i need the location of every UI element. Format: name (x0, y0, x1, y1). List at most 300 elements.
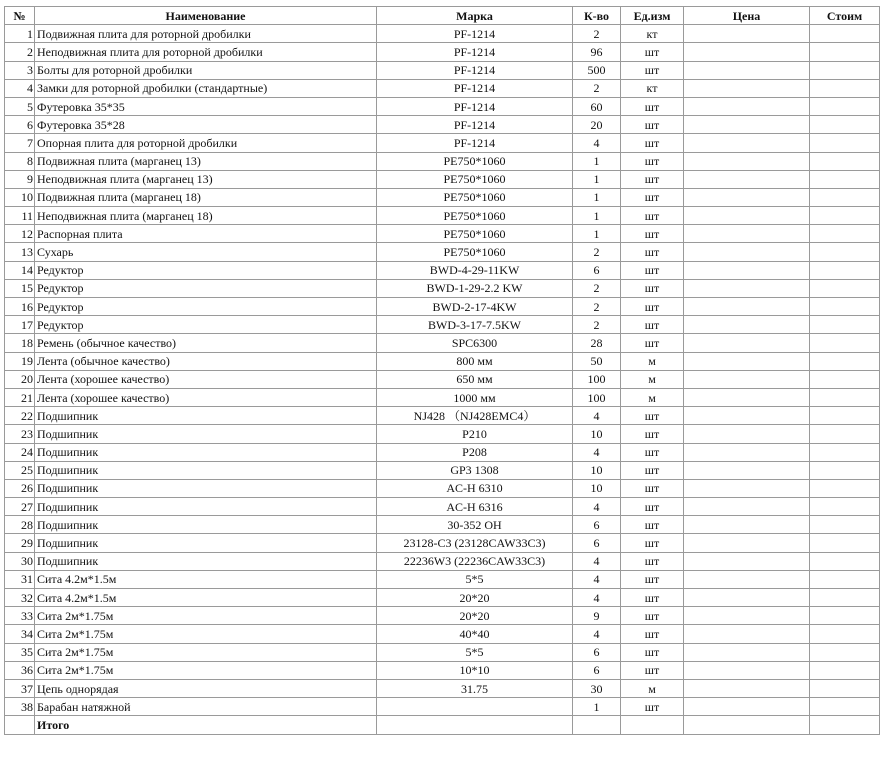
item-unit-cell[interactable]: шт (621, 243, 684, 261)
item-unit-cell[interactable]: шт (621, 134, 684, 152)
row-number-cell[interactable]: 9 (5, 170, 35, 188)
item-price-cell[interactable] (684, 316, 810, 334)
total-number-cell[interactable] (5, 716, 35, 734)
item-unit-cell[interactable]: шт (621, 188, 684, 206)
item-quantity-cell[interactable]: 10 (573, 425, 621, 443)
item-name-cell[interactable]: Ремень (обычное качество) (35, 334, 377, 352)
item-name-cell[interactable]: Сита 2м*1.75м (35, 607, 377, 625)
item-quantity-cell[interactable]: 2 (573, 25, 621, 43)
item-name-cell[interactable]: Неподвижная плита (марганец 13) (35, 170, 377, 188)
item-brand-cell[interactable]: 650 мм (377, 370, 573, 388)
total-unit-cell[interactable] (621, 716, 684, 734)
item-cost-cell[interactable] (810, 170, 880, 188)
item-quantity-cell[interactable]: 30 (573, 679, 621, 697)
item-unit-cell[interactable]: кт (621, 25, 684, 43)
item-price-cell[interactable] (684, 679, 810, 697)
row-number-cell[interactable]: 17 (5, 316, 35, 334)
spec-table (4, 6, 880, 735)
item-unit-cell[interactable]: шт (621, 170, 684, 188)
row-number-cell[interactable]: 2 (5, 43, 35, 61)
item-price-cell[interactable] (684, 207, 810, 225)
item-unit-cell[interactable]: м (621, 370, 684, 388)
row-number-cell[interactable]: 11 (5, 207, 35, 225)
item-cost-cell[interactable] (810, 316, 880, 334)
item-quantity-cell[interactable]: 2 (573, 79, 621, 97)
item-quantity-cell[interactable]: 1 (573, 152, 621, 170)
row-number-cell[interactable]: 1 (5, 25, 35, 43)
item-quantity-cell[interactable]: 6 (573, 643, 621, 661)
item-name-cell[interactable]: Подшипник (35, 461, 377, 479)
item-price-cell[interactable] (684, 25, 810, 43)
item-cost-cell[interactable] (810, 97, 880, 115)
row-number-cell[interactable]: 25 (5, 461, 35, 479)
item-cost-cell[interactable] (810, 134, 880, 152)
row-number-cell[interactable]: 20 (5, 370, 35, 388)
row-number-cell[interactable]: 37 (5, 679, 35, 697)
item-name-cell[interactable]: Подвижная плита (марганец 18) (35, 188, 377, 206)
item-price-cell[interactable] (684, 388, 810, 406)
item-name-cell[interactable]: Сита 2м*1.75м (35, 661, 377, 679)
item-cost-cell[interactable] (810, 552, 880, 570)
item-cost-cell[interactable] (810, 334, 880, 352)
item-name-cell[interactable]: Лента (хорошее качество) (35, 388, 377, 406)
item-cost-cell[interactable] (810, 570, 880, 588)
row-number-cell[interactable]: 14 (5, 261, 35, 279)
item-unit-cell[interactable]: кт (621, 79, 684, 97)
item-quantity-cell[interactable]: 100 (573, 370, 621, 388)
item-cost-cell[interactable] (810, 388, 880, 406)
item-brand-cell[interactable]: 30-352 OH (377, 516, 573, 534)
item-cost-cell[interactable] (810, 298, 880, 316)
total-cost-cell[interactable] (810, 716, 880, 734)
row-number-cell[interactable]: 6 (5, 116, 35, 134)
item-price-cell[interactable] (684, 498, 810, 516)
item-brand-cell[interactable]: 20*20 (377, 589, 573, 607)
item-brand-cell[interactable]: SPC6300 (377, 334, 573, 352)
item-price-cell[interactable] (684, 352, 810, 370)
item-cost-cell[interactable] (810, 443, 880, 461)
item-quantity-cell[interactable]: 10 (573, 461, 621, 479)
item-cost-cell[interactable] (810, 661, 880, 679)
item-quantity-cell[interactable]: 500 (573, 61, 621, 79)
table-row (5, 461, 880, 479)
item-brand-cell[interactable]: 800 мм (377, 352, 573, 370)
item-unit-cell[interactable]: шт (621, 261, 684, 279)
item-brand-cell[interactable]: AC-H 6316 (377, 498, 573, 516)
item-brand-cell[interactable]: PF-1214 (377, 97, 573, 115)
item-price-cell[interactable] (684, 334, 810, 352)
header-price: Цена (684, 7, 810, 25)
table-row (5, 661, 880, 679)
table-row (5, 225, 880, 243)
item-quantity-cell[interactable]: 20 (573, 116, 621, 134)
item-quantity-cell[interactable]: 4 (573, 552, 621, 570)
item-unit-cell[interactable]: шт (621, 643, 684, 661)
item-name-cell[interactable]: Сухарь (35, 243, 377, 261)
item-unit-cell[interactable]: шт (621, 552, 684, 570)
item-quantity-cell[interactable]: 1 (573, 188, 621, 206)
item-name-cell[interactable]: Футеровка 35*28 (35, 116, 377, 134)
item-name-cell[interactable]: Редуктор (35, 279, 377, 297)
row-number-cell[interactable]: 38 (5, 698, 35, 716)
item-brand-cell[interactable]: PF-1214 (377, 43, 573, 61)
item-unit-cell[interactable]: шт (621, 479, 684, 497)
item-cost-cell[interactable] (810, 225, 880, 243)
row-number-cell[interactable]: 27 (5, 498, 35, 516)
table-row (5, 134, 880, 152)
item-unit-cell[interactable]: шт (621, 425, 684, 443)
item-unit-cell[interactable]: шт (621, 334, 684, 352)
item-brand-cell[interactable]: 23128-C3 (23128CAW33C3) (377, 534, 573, 552)
item-name-cell[interactable]: Подшипник (35, 479, 377, 497)
item-name-cell[interactable]: Опорная плита для роторной дробилки (35, 134, 377, 152)
item-brand-cell[interactable]: PE750*1060 (377, 225, 573, 243)
table-body (5, 25, 880, 716)
item-name-cell[interactable]: Барабан натяжной (35, 698, 377, 716)
item-price-cell[interactable] (684, 698, 810, 716)
item-price-cell[interactable] (684, 589, 810, 607)
item-price-cell[interactable] (684, 425, 810, 443)
item-unit-cell[interactable]: м (621, 679, 684, 697)
item-name-cell[interactable]: Подшипник (35, 407, 377, 425)
item-price-cell[interactable] (684, 607, 810, 625)
item-name-cell[interactable]: Подшипник (35, 534, 377, 552)
item-price-cell[interactable] (684, 134, 810, 152)
item-brand-cell[interactable]: 5*5 (377, 570, 573, 588)
item-brand-cell[interactable]: 40*40 (377, 625, 573, 643)
table-row (5, 516, 880, 534)
row-number-cell[interactable]: 32 (5, 589, 35, 607)
item-name-cell[interactable]: Сита 2м*1.75м (35, 625, 377, 643)
item-unit-cell[interactable]: шт (621, 625, 684, 643)
item-quantity-cell[interactable]: 2 (573, 243, 621, 261)
item-cost-cell[interactable] (810, 207, 880, 225)
total-price-cell[interactable] (684, 716, 810, 734)
item-cost-cell[interactable] (810, 607, 880, 625)
item-quantity-cell[interactable]: 2 (573, 298, 621, 316)
total-brand-cell[interactable] (377, 716, 573, 734)
item-cost-cell[interactable] (810, 461, 880, 479)
item-quantity-cell[interactable]: 4 (573, 134, 621, 152)
item-quantity-cell[interactable]: 2 (573, 316, 621, 334)
item-brand-cell[interactable]: GP3 1308 (377, 461, 573, 479)
item-price-cell[interactable] (684, 43, 810, 61)
item-unit-cell[interactable]: шт (621, 461, 684, 479)
item-unit-cell[interactable]: шт (621, 570, 684, 588)
row-number-cell[interactable]: 5 (5, 97, 35, 115)
row-number-cell[interactable]: 30 (5, 552, 35, 570)
item-brand-cell[interactable]: 22236W3 (22236CAW33C3) (377, 552, 573, 570)
item-name-cell[interactable]: Сита 4.2м*1.5м (35, 570, 377, 588)
row-number-cell[interactable]: 36 (5, 661, 35, 679)
item-quantity-cell[interactable]: 1 (573, 225, 621, 243)
item-unit-cell[interactable]: шт (621, 97, 684, 115)
item-unit-cell[interactable]: шт (621, 407, 684, 425)
item-price-cell[interactable] (684, 225, 810, 243)
item-cost-cell[interactable] (810, 643, 880, 661)
item-cost-cell[interactable] (810, 43, 880, 61)
item-unit-cell[interactable]: шт (621, 698, 684, 716)
item-price-cell[interactable] (684, 152, 810, 170)
item-quantity-cell[interactable]: 100 (573, 388, 621, 406)
row-number-cell[interactable]: 19 (5, 352, 35, 370)
item-name-cell[interactable]: Сита 4.2м*1.5м (35, 589, 377, 607)
item-cost-cell[interactable] (810, 352, 880, 370)
item-price-cell[interactable] (684, 534, 810, 552)
item-name-cell[interactable]: Подвижная плита (марганец 13) (35, 152, 377, 170)
item-unit-cell[interactable]: шт (621, 498, 684, 516)
table-row (5, 388, 880, 406)
row-number-cell[interactable]: 35 (5, 643, 35, 661)
item-cost-cell[interactable] (810, 25, 880, 43)
item-brand-cell[interactable]: 1000 мм (377, 388, 573, 406)
item-brand-cell[interactable]: 10*10 (377, 661, 573, 679)
item-name-cell[interactable]: Редуктор (35, 298, 377, 316)
item-quantity-cell[interactable]: 4 (573, 570, 621, 588)
item-unit-cell[interactable]: м (621, 352, 684, 370)
row-number-cell[interactable]: 12 (5, 225, 35, 243)
item-brand-cell[interactable] (377, 698, 573, 716)
table-row (5, 207, 880, 225)
row-number-cell[interactable]: 29 (5, 534, 35, 552)
item-quantity-cell[interactable]: 2 (573, 279, 621, 297)
table-row (5, 298, 880, 316)
item-brand-cell[interactable]: PE750*1060 (377, 207, 573, 225)
item-quantity-cell[interactable]: 4 (573, 443, 621, 461)
item-unit-cell[interactable]: шт (621, 661, 684, 679)
item-price-cell[interactable] (684, 79, 810, 97)
item-name-cell[interactable]: Подшипник (35, 552, 377, 570)
item-name-cell[interactable]: Подшипник (35, 443, 377, 461)
item-brand-cell[interactable]: BWD-2-17-4KW (377, 298, 573, 316)
item-name-cell[interactable]: Редуктор (35, 316, 377, 334)
item-name-cell[interactable]: Болты для роторной дробилки (35, 61, 377, 79)
item-cost-cell[interactable] (810, 279, 880, 297)
item-name-cell[interactable]: Сита 2м*1.75м (35, 643, 377, 661)
item-brand-cell[interactable]: 5*5 (377, 643, 573, 661)
item-price-cell[interactable] (684, 170, 810, 188)
item-price-cell[interactable] (684, 570, 810, 588)
item-price-cell[interactable] (684, 261, 810, 279)
item-name-cell[interactable]: Футеровка 35*35 (35, 97, 377, 115)
header-row (5, 7, 880, 25)
item-cost-cell[interactable] (810, 61, 880, 79)
item-unit-cell[interactable]: шт (621, 225, 684, 243)
table-row (5, 498, 880, 516)
item-price-cell[interactable] (684, 516, 810, 534)
item-name-cell[interactable]: Неподвижная плита (марганец 18) (35, 207, 377, 225)
item-price-cell[interactable] (684, 370, 810, 388)
row-number-cell[interactable]: 26 (5, 479, 35, 497)
item-brand-cell[interactable]: PF-1214 (377, 79, 573, 97)
item-unit-cell[interactable]: шт (621, 589, 684, 607)
item-cost-cell[interactable] (810, 516, 880, 534)
item-unit-cell[interactable]: шт (621, 279, 684, 297)
item-price-cell[interactable] (684, 552, 810, 570)
total-row (5, 716, 880, 734)
item-price-cell[interactable] (684, 407, 810, 425)
item-price-cell[interactable] (684, 643, 810, 661)
row-number-cell[interactable]: 28 (5, 516, 35, 534)
row-number-cell[interactable]: 24 (5, 443, 35, 461)
item-brand-cell[interactable]: BWD-1-29-2.2 KW (377, 279, 573, 297)
item-brand-cell[interactable]: BWD-3-17-7.5KW (377, 316, 573, 334)
row-number-cell[interactable]: 10 (5, 188, 35, 206)
item-quantity-cell[interactable]: 4 (573, 498, 621, 516)
table-row (5, 352, 880, 370)
item-name-cell[interactable]: Цепь однорядая (35, 679, 377, 697)
table-row (5, 425, 880, 443)
row-number-cell[interactable]: 16 (5, 298, 35, 316)
item-cost-cell[interactable] (810, 116, 880, 134)
item-unit-cell[interactable]: шт (621, 298, 684, 316)
row-number-cell[interactable]: 31 (5, 570, 35, 588)
item-brand-cell[interactable]: PE750*1060 (377, 170, 573, 188)
item-brand-cell[interactable]: PF-1214 (377, 61, 573, 79)
item-brand-cell[interactable]: P210 (377, 425, 573, 443)
row-number-cell[interactable]: 22 (5, 407, 35, 425)
item-brand-cell[interactable]: PF-1214 (377, 116, 573, 134)
item-quantity-cell[interactable]: 6 (573, 261, 621, 279)
item-cost-cell[interactable] (810, 261, 880, 279)
row-number-cell[interactable]: 3 (5, 61, 35, 79)
item-name-cell[interactable]: Неподвижная плита для роторной дробилки (35, 43, 377, 61)
item-unit-cell[interactable]: шт (621, 443, 684, 461)
item-cost-cell[interactable] (810, 243, 880, 261)
item-cost-cell[interactable] (810, 425, 880, 443)
item-cost-cell[interactable] (810, 188, 880, 206)
row-number-cell[interactable]: 13 (5, 243, 35, 261)
item-unit-cell[interactable]: м (621, 388, 684, 406)
item-quantity-cell[interactable]: 6 (573, 516, 621, 534)
item-quantity-cell[interactable]: 4 (573, 407, 621, 425)
item-brand-cell[interactable]: PE750*1060 (377, 152, 573, 170)
header-quantity: К-во (573, 7, 621, 25)
row-number-cell[interactable]: 7 (5, 134, 35, 152)
item-quantity-cell[interactable]: 6 (573, 661, 621, 679)
item-quantity-cell[interactable]: 1 (573, 170, 621, 188)
item-quantity-cell[interactable]: 6 (573, 534, 621, 552)
row-number-cell[interactable]: 33 (5, 607, 35, 625)
item-quantity-cell[interactable]: 4 (573, 589, 621, 607)
item-brand-cell[interactable]: BWD-4-29-11KW (377, 261, 573, 279)
item-price-cell[interactable] (684, 661, 810, 679)
table-row (5, 589, 880, 607)
header-cost: Стоим (810, 7, 880, 25)
item-name-cell[interactable]: Подшипник (35, 425, 377, 443)
item-quantity-cell[interactable]: 1 (573, 698, 621, 716)
item-price-cell[interactable] (684, 461, 810, 479)
item-name-cell[interactable]: Лента (хорошее качество) (35, 370, 377, 388)
item-quantity-cell[interactable]: 60 (573, 97, 621, 115)
item-name-cell[interactable]: Подвижная плита для роторной дробилки (35, 25, 377, 43)
item-cost-cell[interactable] (810, 370, 880, 388)
table-row (5, 679, 880, 697)
item-brand-cell[interactable]: PE750*1060 (377, 243, 573, 261)
item-brand-cell[interactable]: AC-H 6310 (377, 479, 573, 497)
item-cost-cell[interactable] (810, 679, 880, 697)
table-row (5, 43, 880, 61)
item-quantity-cell[interactable]: 10 (573, 479, 621, 497)
item-name-cell[interactable]: Замки для роторной дробилки (стандартные) (35, 79, 377, 97)
item-unit-cell[interactable]: шт (621, 534, 684, 552)
table-row (5, 534, 880, 552)
item-unit-cell[interactable]: шт (621, 607, 684, 625)
item-price-cell[interactable] (684, 188, 810, 206)
item-unit-cell[interactable]: шт (621, 152, 684, 170)
item-name-cell[interactable]: Редуктор (35, 261, 377, 279)
row-number-cell[interactable]: 34 (5, 625, 35, 643)
item-unit-cell[interactable]: шт (621, 207, 684, 225)
item-cost-cell[interactable] (810, 152, 880, 170)
item-quantity-cell[interactable]: 28 (573, 334, 621, 352)
item-price-cell[interactable] (684, 97, 810, 115)
total-label[interactable]: Итого (35, 716, 377, 734)
row-number-cell[interactable]: 21 (5, 388, 35, 406)
table-row (5, 407, 880, 425)
table-row (5, 607, 880, 625)
item-quantity-cell[interactable]: 1 (573, 207, 621, 225)
item-brand-cell[interactable]: PF-1214 (377, 25, 573, 43)
item-brand-cell[interactable]: PF-1214 (377, 134, 573, 152)
row-number-cell[interactable]: 8 (5, 152, 35, 170)
row-number-cell[interactable]: 23 (5, 425, 35, 443)
item-price-cell[interactable] (684, 61, 810, 79)
item-unit-cell[interactable]: шт (621, 316, 684, 334)
item-price-cell[interactable] (684, 298, 810, 316)
item-cost-cell[interactable] (810, 589, 880, 607)
item-quantity-cell[interactable]: 4 (573, 625, 621, 643)
item-name-cell[interactable]: Подшипник (35, 498, 377, 516)
item-brand-cell[interactable]: 20*20 (377, 607, 573, 625)
item-cost-cell[interactable] (810, 534, 880, 552)
item-brand-cell[interactable]: P208 (377, 443, 573, 461)
table-row (5, 25, 880, 43)
item-unit-cell[interactable]: шт (621, 43, 684, 61)
item-price-cell[interactable] (684, 116, 810, 134)
item-price-cell[interactable] (684, 443, 810, 461)
item-cost-cell[interactable] (810, 79, 880, 97)
total-quantity-cell[interactable] (573, 716, 621, 734)
item-unit-cell[interactable]: шт (621, 61, 684, 79)
item-cost-cell[interactable] (810, 479, 880, 497)
item-quantity-cell[interactable]: 9 (573, 607, 621, 625)
item-cost-cell[interactable] (810, 625, 880, 643)
row-number-cell[interactable]: 18 (5, 334, 35, 352)
item-quantity-cell[interactable]: 50 (573, 352, 621, 370)
item-price-cell[interactable] (684, 279, 810, 297)
item-unit-cell[interactable]: шт (621, 116, 684, 134)
item-name-cell[interactable]: Распорная плита (35, 225, 377, 243)
item-name-cell[interactable]: Лента (обычное качество) (35, 352, 377, 370)
item-price-cell[interactable] (684, 243, 810, 261)
header-number: № (5, 7, 35, 25)
row-number-cell[interactable]: 15 (5, 279, 35, 297)
row-number-cell[interactable]: 4 (5, 79, 35, 97)
item-name-cell[interactable]: Подшипник (35, 516, 377, 534)
item-cost-cell[interactable] (810, 698, 880, 716)
item-unit-cell[interactable]: шт (621, 516, 684, 534)
item-brand-cell[interactable]: 31.75 (377, 679, 573, 697)
item-quantity-cell[interactable]: 96 (573, 43, 621, 61)
table-row (5, 116, 880, 134)
item-price-cell[interactable] (684, 625, 810, 643)
item-brand-cell[interactable]: PE750*1060 (377, 188, 573, 206)
item-cost-cell[interactable] (810, 407, 880, 425)
item-brand-cell[interactable]: NJ428 （NJ428EMC4） (377, 407, 573, 425)
item-price-cell[interactable] (684, 479, 810, 497)
item-cost-cell[interactable] (810, 498, 880, 516)
